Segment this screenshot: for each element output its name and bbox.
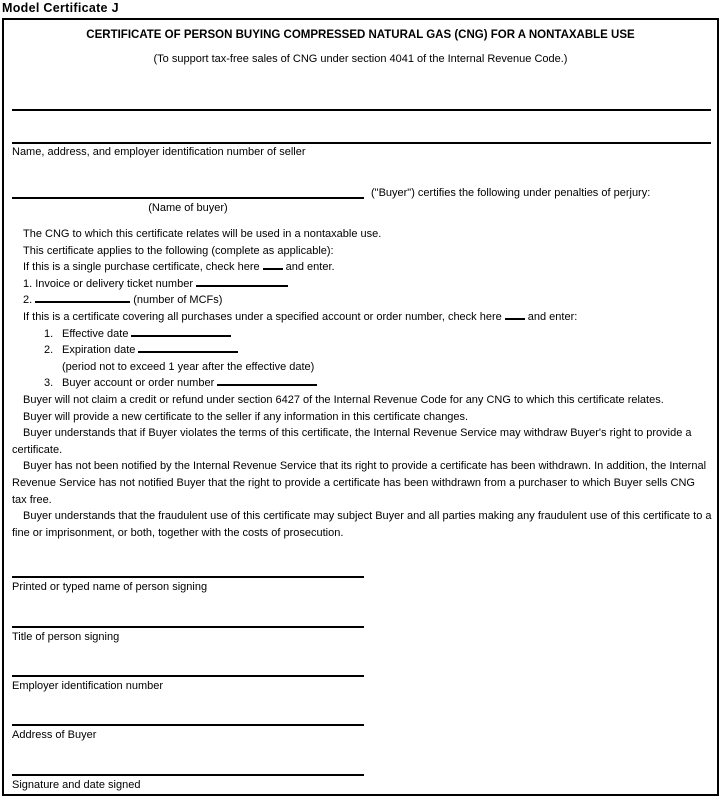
buyer-name-caption: (Name of buyer)	[148, 202, 228, 214]
statement-applies-to: This certificate applies to the following (complete as applicable):	[23, 244, 334, 257]
statement-new-certificate: Buyer will provide a new certificate to the seller if any information in this certificate changes.	[23, 410, 469, 423]
statement-violates-terms: Buyer understands that if Buyer violates the terms of this certificate, the Internal Revenue Service may withdraw Buyer's right to provide a certificate.	[12, 427, 692, 456]
certificate-statements	[12, 226, 712, 541]
buyer-account-blank	[217, 375, 317, 386]
signature-label-title: Title of person signing	[12, 631, 120, 643]
invoice-ticket-blank	[196, 276, 288, 287]
signature-label-printed-name: Printed or typed name of person signing	[12, 581, 208, 593]
buyer-account-number-label-num: 3.	[44, 377, 54, 390]
signature-field-signature-date	[12, 774, 364, 791]
document-heading: Model Certificate J	[2, 1, 119, 15]
mcf-item-number: 2.	[23, 294, 33, 307]
seller-info-rule-2	[12, 142, 711, 144]
effective-date-number: 1.	[44, 327, 54, 340]
buyer-certifies-text: ("Buyer") certifies the following under penalties of perjury:	[371, 187, 651, 199]
account-certificate-line	[12, 309, 712, 326]
statement-no-credit-refund: Buyer will not claim a credit or refund under section 6427 of the Internal Revenue Code for any CNG to which this certificate relates.	[23, 393, 664, 406]
invoice-ticket-line	[12, 276, 712, 293]
single-purchase-suffix: and enter.	[285, 261, 335, 274]
statement-nontaxable-use: The CNG to which this certificate relates will be used in a nontaxable use.	[23, 228, 382, 240]
single-purchase-check-blank	[263, 259, 283, 270]
account-check-blank	[505, 309, 525, 320]
mcf-item-suffix: (number of MCFs)	[133, 294, 223, 307]
expiration-date-blank	[138, 342, 238, 353]
expiration-note-line: (period not to exceed 1 year after the effective date)	[62, 360, 315, 373]
seller-info-label: Name, address, and employer identification number of seller	[12, 146, 306, 158]
single-purchase-line	[12, 259, 712, 276]
signature-label-signature-date: Signature and date signed	[12, 779, 141, 791]
expiration-date-number: 2.	[44, 344, 54, 357]
seller-info-rule-1	[12, 109, 711, 111]
signature-label-ein: Employer identification number	[12, 680, 164, 692]
buyer-name-line	[12, 186, 364, 199]
signature-field-ein	[12, 675, 364, 692]
signature-field-title	[12, 626, 364, 643]
certificate-subtitle: (To support tax-free sales of CNG under section 4041 of the Internal Revenue Code.)	[153, 53, 568, 65]
signature-field-printed-name	[12, 576, 364, 593]
signature-label-address: Address of Buyer	[12, 729, 97, 741]
certificate-border-box	[2, 18, 719, 796]
effective-date-line	[44, 326, 712, 343]
expiration-date-label: Expiration date	[62, 344, 136, 357]
statement-not-notified: Buyer has not been notified by the Internal Revenue Service that its right to provide a certificate has been withdrawn. In addition, the Internal Revenue Service has not notified Buyer that the right to provide a certificate has been withdrawn from a purchaser to which Buyer sells CNG tax free.	[12, 460, 707, 506]
signature-field-address	[12, 724, 364, 741]
invoice-item-number: 1.	[23, 277, 33, 290]
invoice-item-label: Invoice or delivery ticket number	[35, 277, 193, 290]
statement-fraudulent-use: Buyer understands that the fraudulent use of this certificate may subject Buyer and all parties making any fraudulent use of this certificate to a fine or imprisonment, or both, together with the costs of prosecution.	[12, 510, 712, 539]
mcf-line	[12, 292, 712, 309]
mcf-blank	[35, 292, 130, 303]
effective-date-label: Effective date	[62, 327, 129, 340]
single-purchase-prefix: If this is a single purchase certificate, check here	[23, 261, 260, 274]
buyer-account-line	[44, 375, 712, 392]
buyer-account-label: Buyer account or order number	[62, 377, 215, 390]
effective-date-blank	[131, 326, 231, 337]
expiration-date-line	[44, 342, 712, 359]
account-suffix: and enter:	[527, 310, 578, 323]
certificate-title: CERTIFICATE OF PERSON BUYING COMPRESSED NATURAL GAS (CNG) FOR A NONTAXABLE USE	[86, 29, 635, 41]
account-prefix: If this is a certificate covering all purchases under a specified account or order number, check here	[23, 310, 502, 323]
